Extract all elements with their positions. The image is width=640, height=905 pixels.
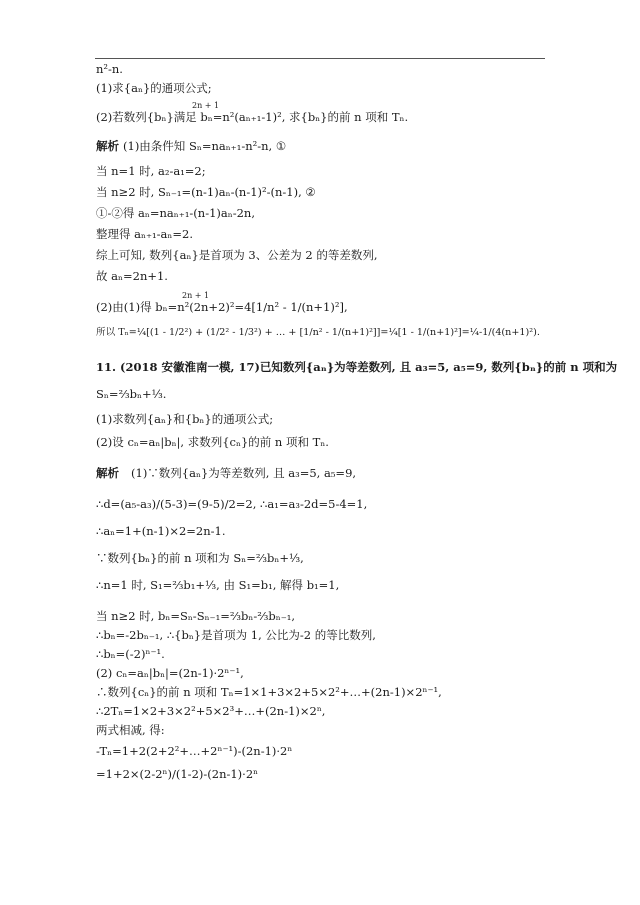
document-page [96, 62, 618, 781]
text-line: Sₙ=⅔bₙ+⅓. [96, 387, 167, 401]
formula-numerator: 2n + 1 [182, 291, 210, 300]
text-line: ①-②得 aₙ=naₙ₊₁-(n-1)aₙ-2n, [96, 206, 255, 220]
section-heading: 解析 [96, 466, 119, 480]
text-line [96, 291, 551, 315]
formula-numerator: 2n + 1 [192, 101, 220, 110]
text-line: ∴bₙ=-2bₙ₋₁, ∴{bₙ}是首项为 1, 公比为-2 的等比数列, [96, 628, 376, 642]
text-line: ∴d=(a₅-a₃)/(5-3)=(9-5)/2=2, ∴a₁=a₃-2d=5-4=1, [96, 497, 368, 511]
text-line: -Tₙ=1+2(2+2²+…+2ⁿ⁻¹)-(2n-1)·2ⁿ [96, 744, 293, 758]
text-line: 11. (2018 安徽淮南一模, 17)已知数列{aₙ}为等差数列, 且 a₃=5, a₅=9, 数列{bₙ}的前 n 项和为 [96, 360, 618, 374]
text-content: (2)若数列{bₙ}满足 bₙ=n²(aₙ₊₁-1)², 求{bₙ}的前 n 项和 Tₙ. [96, 110, 409, 124]
text-line: 两式相减, 得: [96, 723, 165, 737]
text-line: (1)求{aₙ}的通项公式; [96, 81, 212, 95]
text-content: (1)∵数列{aₙ}为等差数列, 且 a₃=5, a₅=9, [131, 466, 357, 480]
text-line: 故 aₙ=2n+1. [96, 269, 168, 283]
text-content: (1)由条件知 Sₙ=naₙ₊₁-n²-n, ① [123, 139, 287, 153]
text-line: =1+2×(2-2ⁿ)/(1-2)-(2n-1)·2ⁿ [96, 767, 259, 781]
text-line: 当 n≥2 时, Sₙ₋₁=(n-1)aₙ-(n-1)²-(n-1), ② [96, 185, 316, 199]
text-line: 当 n=1 时, a₂-a₁=2; [96, 164, 206, 178]
section-heading: 解析 [96, 139, 119, 153]
text-line [96, 466, 551, 481]
text-line: ∴aₙ=1+(n-1)×2=2n-1. [96, 524, 226, 538]
text-line: 所以 Tₙ=¼[(1 - 1/2²) + (1/2² - 1/3²) + … + [1/n² - 1/(n+1)²]]=¼[1 - 1/(n+1)²]=¼-1/(4(n+1)²). [96, 327, 540, 338]
text-line: 综上可知, 数列{aₙ}是首项为 3、公差为 2 的等差数列, [96, 248, 378, 262]
text-line: ∴2Tₙ=1×2+3×2²+5×2³+…+(2n-1)×2ⁿ, [96, 704, 326, 718]
text-content: (2)由(1)得 bₙ=n²(2n+2)²=4[1/n² - 1/(n+1)²], [96, 300, 348, 314]
text-line: ∴n=1 时, S₁=⅔b₁+⅓, 由 S₁=b₁, 解得 b₁=1, [96, 578, 340, 592]
text-line: (2)设 cₙ=aₙ|bₙ|, 求数列{cₙ}的前 n 项和 Tₙ. [96, 435, 329, 449]
text-line: 当 n≥2 时, bₙ=Sₙ-Sₙ₋₁=⅔bₙ-⅔bₙ₋₁, [96, 609, 296, 623]
header-rule [95, 58, 545, 59]
text-line: (2) cₙ=aₙ|bₙ|=(2n-1)·2ⁿ⁻¹, [96, 666, 244, 680]
text-line: n²-n. [96, 62, 123, 76]
text-line: ∴数列{cₙ}的前 n 项和 Tₙ=1×1+3×2+5×2²+…+(2n-1)×2ⁿ⁻¹, [96, 685, 442, 699]
text-line: (1)求数列{aₙ}和{bₙ}的通项公式; [96, 412, 274, 426]
text-line: ∵数列{bₙ}的前 n 项和为 Sₙ=⅔bₙ+⅓, [96, 551, 304, 565]
text-line [96, 101, 551, 125]
text-line: 整理得 aₙ₊₁-aₙ=2. [96, 227, 193, 241]
text-line: ∴bₙ=(-2)ⁿ⁻¹. [96, 647, 165, 661]
text-line [96, 139, 551, 154]
